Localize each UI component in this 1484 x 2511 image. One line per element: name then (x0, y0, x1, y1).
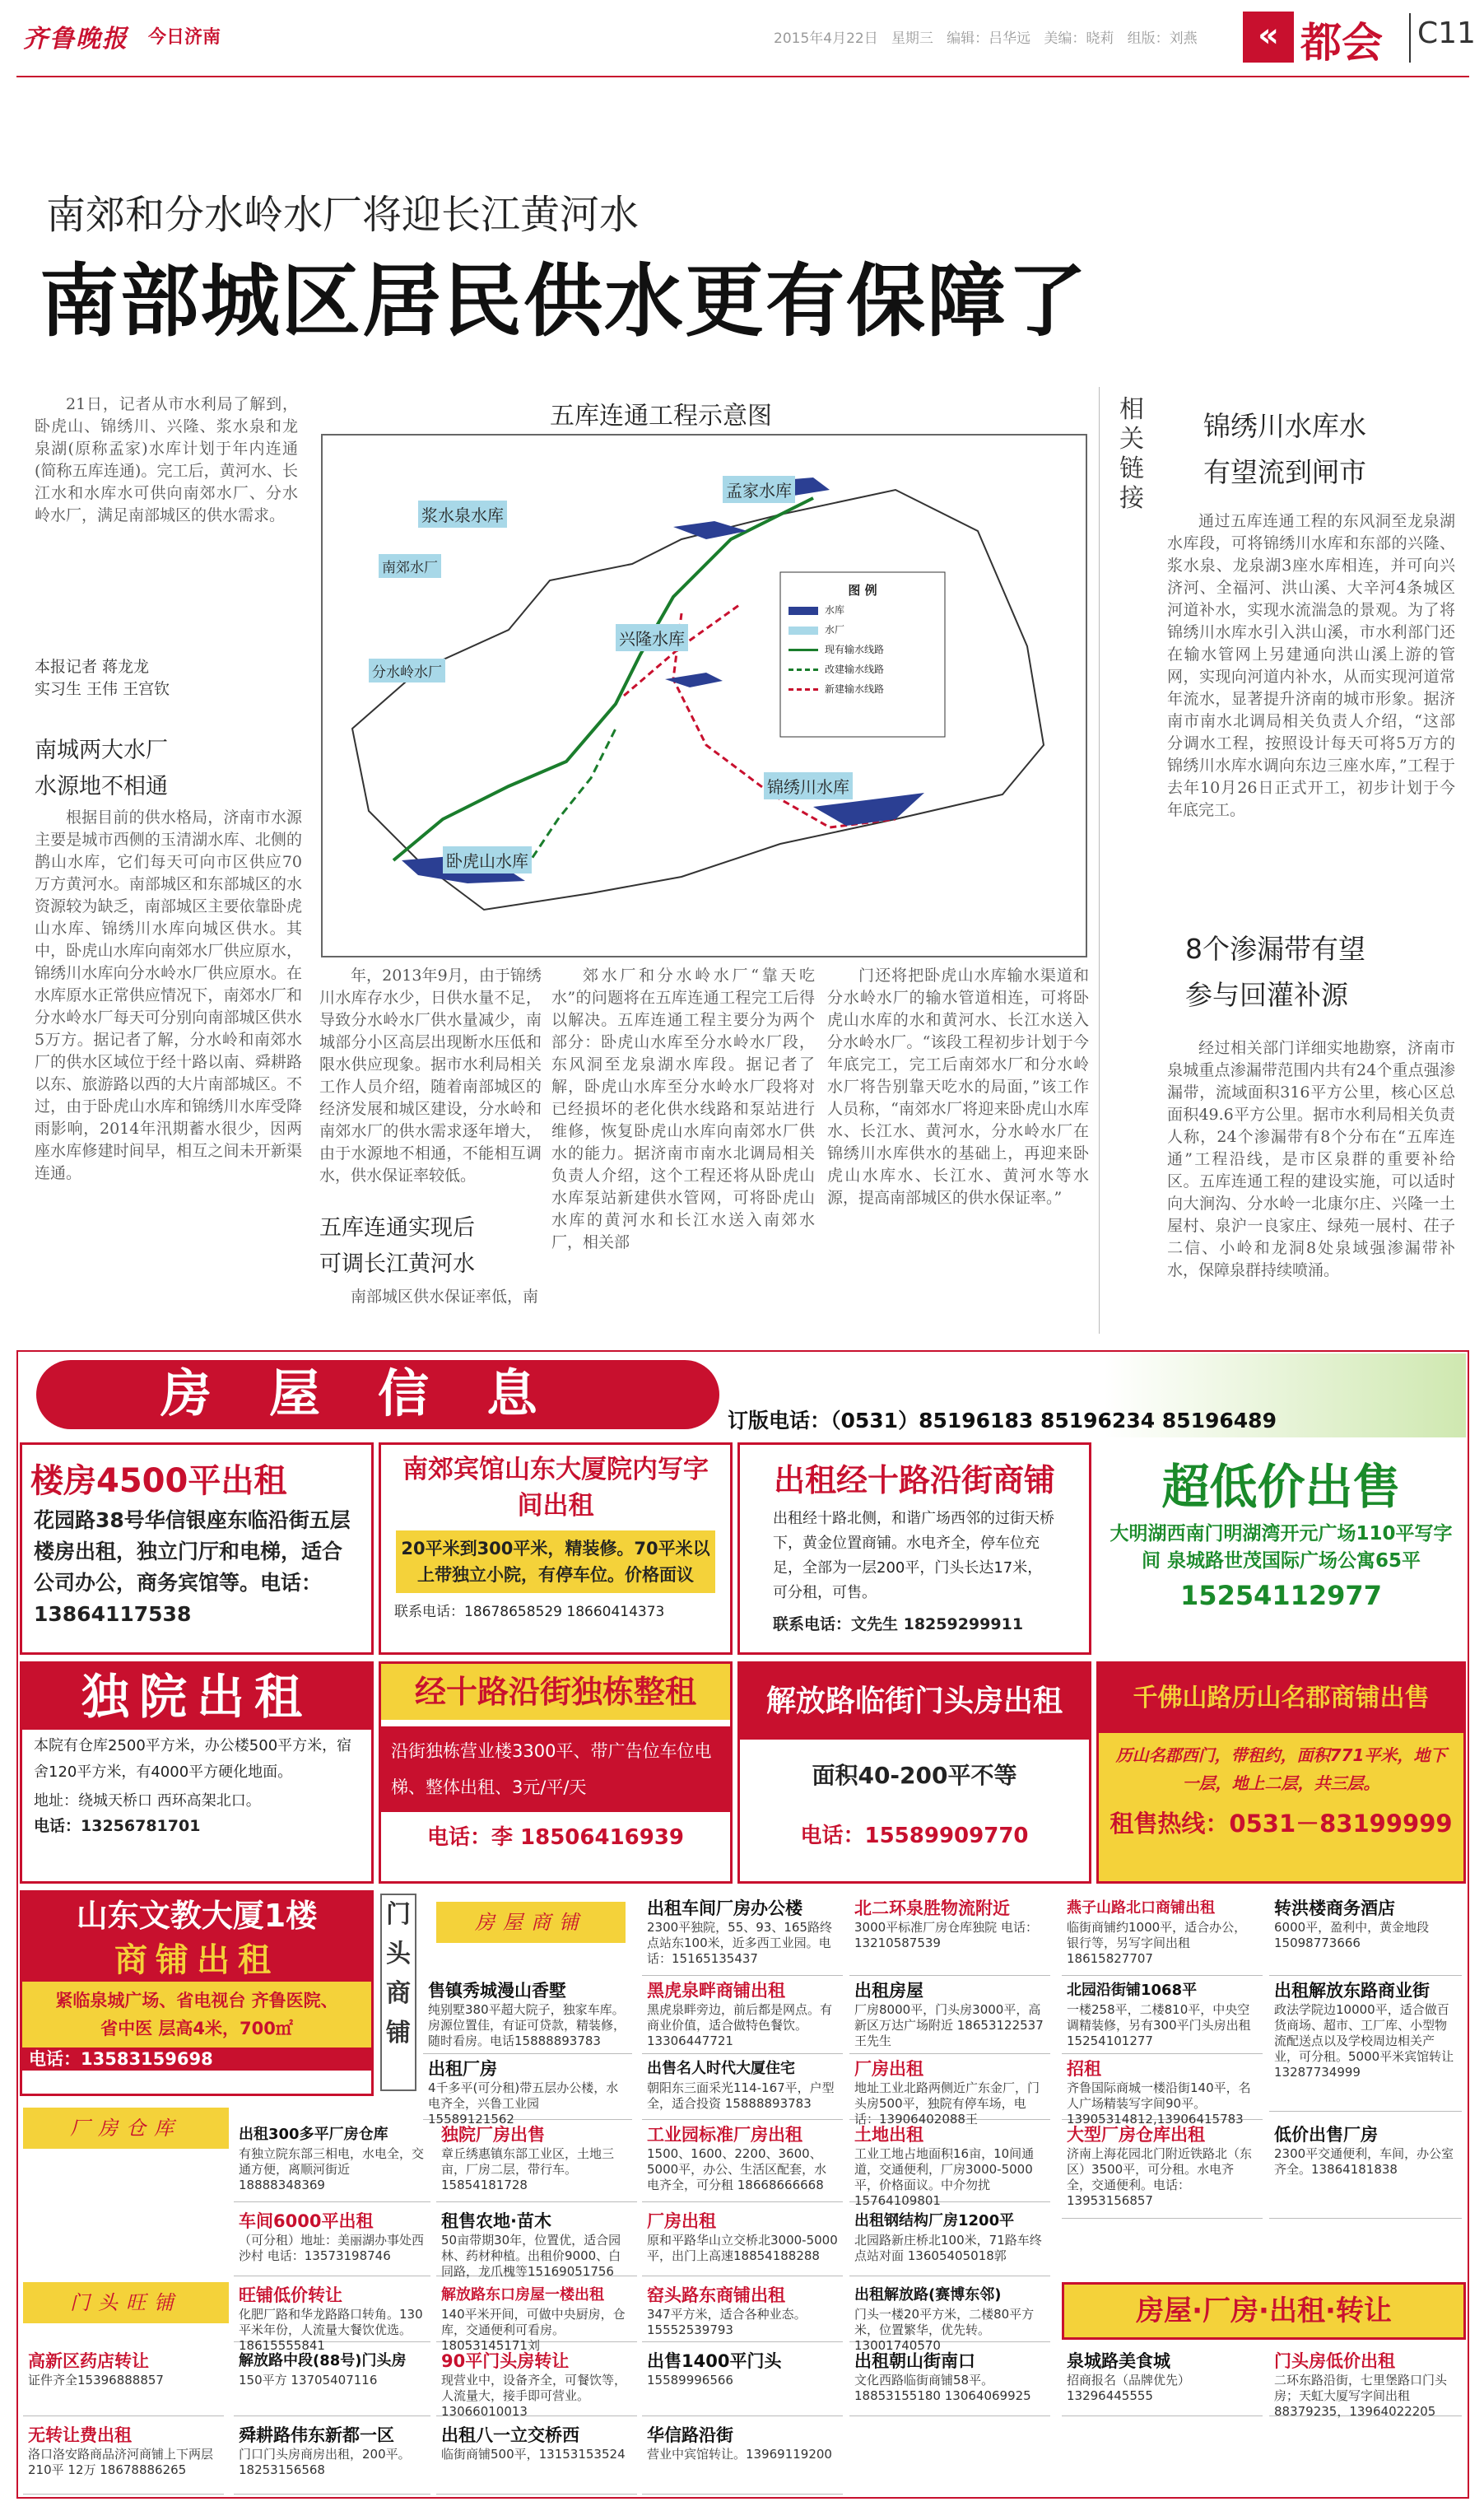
kicker: 南郊和分水岭水厂将迎长江黄河水 (46, 192, 640, 238)
ad-c1-title-2: 商铺出租 (22, 1939, 371, 1982)
classified-ad-title: 厂房出租 (854, 2059, 923, 2079)
factory-note (23, 2154, 229, 2228)
classified-ad-body: 营业中宾馆转让。13969119200 (647, 2447, 832, 2462)
classified-ad-title: 售镇秀城漫山香墅 (428, 1981, 566, 2001)
subhead-2-line1: 五库连通实现后 (319, 1215, 475, 1241)
map-title: 五库连通工程示意图 (550, 402, 772, 431)
classified-ad-title: 工业园标准厂房出租 (647, 2125, 802, 2145)
ad-c1-body: 紧临泉城广场、省电视台 齐鲁医院、省中医 层高4米，700㎡ (22, 1982, 371, 2047)
ad-a4-title: 超低价出售 (1161, 1459, 1401, 1515)
side-subhead-2-line2: 参与回灌补源 (1185, 979, 1348, 1011)
classified-ad (849, 2120, 1050, 2208)
map-label-jinxiuchuan: 锦绣川水库 (764, 772, 853, 799)
storefront-tag: 门头商铺 (380, 1894, 416, 2091)
side-subhead-1-line2: 有望流到闸市 (1203, 456, 1366, 488)
classified-ad-body: 15589996566 (647, 2373, 733, 2388)
ad-b1-phone: 电话：13256781701 (34, 1817, 201, 1835)
classified-ad (1062, 2054, 1263, 2127)
legend-item-new: 新建输水线路 (789, 679, 937, 699)
classified-ad-title: 北二环泉胜物流附近 (854, 1898, 1010, 1918)
classified-ad-title: 出租钢结构厂房1200平 (854, 2212, 1015, 2229)
existing-line-icon (789, 649, 818, 651)
ad-a1 (20, 1442, 374, 1655)
classified-ad-body: 工业工地占地面积16亩，10间通道，交通便利，厂房3000-5000平，价格面议。中介勿扰15764109801 (854, 2146, 1035, 2208)
classified-ad (234, 2120, 430, 2202)
classified-ad-body: 原和平路华山立交桥北3000-5000平，出门上高速18854188288 (647, 2233, 838, 2263)
classified-ad (642, 2280, 843, 2342)
classified-ad-body: 临街商铺500平，13153153524 (441, 2447, 626, 2462)
map-figure (319, 395, 1089, 955)
classified-ad (436, 2120, 637, 2202)
tag-divider (1409, 13, 1411, 63)
ad-a4-phone: 15254112977 (1180, 1580, 1382, 1611)
classified-ad-title: 泉城路美食城 (1067, 2351, 1170, 2371)
section-label-factory: 厂房仓库 (23, 2108, 229, 2149)
legend-item-plant: 水厂 (789, 620, 937, 640)
classified-ad (642, 2346, 843, 2416)
legend-item-existing: 现有输水线路 (789, 640, 937, 659)
classified-ad-title: 出售名人时代大厦住宅 (647, 2060, 795, 2077)
classified-ad (1269, 1976, 1462, 2112)
classified-ad (436, 2346, 637, 2419)
ad-a2-phone: 联系电话：18678658529 18660414373 (394, 1604, 665, 1620)
side-subhead-2 (1185, 926, 1457, 1018)
legend-item-reservoir: 水库 (789, 600, 937, 620)
classified-ad-title: 出租房屋 (854, 1981, 923, 2001)
classified-ad-body: 二环东路沿街，七里堡路口门头房；天虹大厦写字间出租 88379235，13964022205 (1274, 2373, 1448, 2419)
classified-ad-body: （可分租）地址：美丽湖办事处西沙村 电话：13573198746 (239, 2233, 425, 2263)
slogan-banner: 房屋·厂房·出租·转让 (1062, 2282, 1466, 2340)
classified-ad-body: 140平米开间，可做中央厨房，仓库，交通便利可看房。18053145171刘 (441, 2307, 626, 2353)
classified-ad (423, 2054, 632, 2127)
article-col-1: 根据目前的供水格局，济南市水源主要是城市西侧的玉清湖水库、北侧的鹊山水库，它们每天可向市区供应70万方黄河水。南部城区和东部城区的水资源较为缺乏，南部城区主要依靠卧虎山水库、锦绣川水库向城区供水。其中，卧虎山水库向南郊水厂供应原水，锦绣川水库向分水岭水厂供应原水。在水库原水正常供应情况下，南郊水厂和分水岭水厂每天可分别向南部城区供水5万方。据记者了解，分水岭和南郊水厂的供水区域位于经十路以南、舜耕路以东、旅游路以西的大片南部城区。不过，由于卧虎山水库和锦绣川水库受降雨影响，2014年汛期蓄水很少，因两座水库修建时间早，相互之间未开新渠连通。 (35, 808, 302, 1182)
classified-ad (23, 2346, 224, 2416)
classified-ad (849, 2280, 1050, 2353)
classified-ad-title: 旺铺低价转让 (239, 2285, 342, 2305)
section-tag: 都会 (1300, 19, 1383, 67)
classified-ad-title: 低价出售厂房 (1274, 2125, 1378, 2145)
banner-phone: 订版电话：（0531）85196183 85196234 85196489 (728, 1409, 1277, 1433)
ad-b4-title: 千佛山路历山名郡商铺出售 (1099, 1664, 1463, 1733)
side-subhead-2-line1: 8个渗漏带有望 (1185, 933, 1365, 965)
classified-ad (423, 1976, 632, 2054)
ad-a1-body: 花园路38号华信银座东临沿街五层楼房出租，独立门厅和电梯，适合公司办公，商务宾馆等。电话：13864117538 (34, 1508, 351, 1626)
classified-ad (1269, 1894, 1462, 1976)
classified-ad-body: 150平方 13705407116 (239, 2373, 378, 2388)
classified-ad-title: 90平门头房转让 (441, 2351, 570, 2371)
new-line-icon (789, 688, 818, 691)
classified-ad-title: 出租解放路(赛博东邻) (854, 2286, 1002, 2304)
classified-ad-title: 出租车间厂房办公楼 (647, 1898, 802, 1918)
ad-a3-body: 出租经十路北侧，和谐广场西邻的过街天桥下，黄金位置商铺。水电齐全，停车位充足，全部为一层200平，门头长达17米，可分租，可售。 (773, 1510, 1054, 1601)
ad-a3-title: 出租经十路沿街商铺 (773, 1462, 1055, 1498)
ad-b2-phone: 电话：李 18506416939 (426, 1825, 685, 1850)
section-label-shop: 门头旺铺 (23, 2282, 229, 2323)
ad-b4 (1096, 1661, 1466, 1884)
classified-ad-body: 2300平独院，55、93、165路终点站东100米，近多西工业园。电话：15165135437 (647, 1920, 832, 1966)
classified-ad-body: 证件齐全15396888857 (28, 2373, 164, 2388)
article-lead: 21日，记者从市水利局了解到，卧虎山、锦绣川、兴隆、浆水泉和龙泉湖(原称孟家)水库计划于年内连通(简称五库连通)。完工后，黄河水、长江水和水库水可供向南郊水厂、分水岭水厂，满足南部城区的供水需求。 (35, 395, 298, 524)
related-links-label: 相关链接 (1119, 395, 1144, 513)
section-tag-icon: « (1243, 12, 1294, 63)
classified-ad-title: 无转让费出租 (28, 2425, 132, 2445)
classified-ad-body: 化肥厂路和华龙路路口转角。130平米年份，人流量大餐饮优选。18615555841 (239, 2307, 423, 2353)
map-label-nanjiao: 南郊水厂 (379, 554, 441, 578)
article-col-2: 年，2013年9月，由于锦绣川水库存水少，日供水量不足，导致分水岭水厂供水量减少，南城部分小区高层出现断水压低和限水供应现象。据市水利局相关工作人员介绍，随着南部城区的经济发展和城区建设，分水岭和南郊水厂的供水需求逐年增大，由于水源地不相通，不能相互调水，供水保证率较低。 (319, 967, 542, 1185)
classified-ad-body: 6000平，盈利中，黄金地段15098773666 (1274, 1920, 1430, 1950)
classified-ad-body: 现营业中，设备齐全，可餐饮等，人流量大，接手即可营业。13066010013 (441, 2373, 627, 2419)
subhead-1-line1: 南城两大水厂 (35, 738, 168, 763)
article-col-3: 郊水厂和分水岭水厂“靠天吃水”的问题将在五库连通工程完工后得以解决。五库连通工程主要分为两个部分：卧虎山水库至分水岭水厂段，东风洞至龙泉湖水库段。据记者了解，卧虎山水库至分水岭水厂段将对已经损坏的老化供水线路和泵站进行维修，恢复卧虎山水库向南郊水厂供水的能力。据济南市南水北调局相关负责人介绍，这个工程还将从卧虎山水库泵站新建供水管网，可将卧虎山水库的黄河水和长江水送入南郊水厂，相关部 (551, 967, 815, 1251)
classified-ad (642, 1976, 843, 2054)
map-label-jiangshuiquan: 浆水泉水库 (418, 501, 507, 528)
ads-banner (20, 1353, 1466, 1437)
classified-ad-title: 解放路中段(88号)门头房 (239, 2352, 407, 2369)
ad-a1-title: 楼房4500平出租 (30, 1462, 287, 1500)
ad-a2-body: 20平米到300平米，精装修。70平米以上带独立小院，有停车位。价格面议 (396, 1530, 715, 1593)
classified-ad-title: 租售农地·苗木 (441, 2211, 551, 2231)
paper-logo: 齐鲁晚报 (23, 25, 128, 54)
classified-ad (642, 2120, 843, 2202)
classified-ad-title: 北园沿街铺1068平 (1067, 1982, 1198, 1999)
side-subhead-1 (1203, 403, 1467, 496)
classified-ad-body: 黑虎泉畔旁边，前后都是网点。有商业价值，适合做特色餐饮。13306447721 (647, 2002, 833, 2048)
ad-b1-address: 地址：绕城天桥口 西环高架北口。 (34, 1792, 261, 1810)
classified-ad-title: 转洪楼商务酒店 (1274, 1898, 1395, 1918)
reservoir-swatch-icon (789, 607, 818, 615)
classified-ad (642, 2054, 843, 2120)
classified-ad-title: 车间6000平出租 (239, 2211, 374, 2231)
classified-ad-title: 舜耕路伟东新都一区 (239, 2425, 394, 2445)
ad-b3-body: 面积40-200平不等 (812, 1762, 1017, 1789)
map-label-mengjia: 孟家水库 (723, 476, 795, 503)
classified-ad (1062, 1976, 1263, 2054)
classified-ad-body: 4千多平(可分租)带五层办公楼，水电齐全，兴鲁工业园 15589121562 (428, 2080, 619, 2127)
classified-ad (1269, 2346, 1462, 2419)
map-label-wohushan: 卧虎山水库 (443, 846, 532, 873)
classified-ad-body: 临街商铺约1000平，适合办公，银行等，另写字间出租 18615827707 (1067, 1920, 1247, 1966)
classified-ad (234, 2280, 430, 2353)
ad-a3-phone: 联系电话：文先生 18259299911 (773, 1615, 1024, 1633)
subhead-2-line2: 可调长江黄河水 (319, 1251, 475, 1277)
classified-ad (234, 2206, 430, 2276)
classified-ad (642, 2206, 843, 2276)
article-col-4: 门还将把卧虎山水库输水渠道和分水岭水厂的输水管道相连，可将卧虎山水库的水和黄河水、长江水送入分水岭水厂。“该段工程初步计划于今年底完工，完工后南郊水厂和分水岭水厂将告别靠天吃水的局面，”该工作人员称，“南郊水厂将迎来卧虎山水库水、长江水、黄河水，分水岭水厂在锦绣川水库供水的基础上，再迎来卧虎山水库水、长江水、黄河水等水源，提高南部城区的供水保证率。” (827, 967, 1089, 1207)
classified-ad-body: 纯别墅380平超大院子，独家车库。房源位置佳，有证可贷款，精装修，随时看房。电话15888893783 (428, 2002, 626, 2048)
classified-ad-body: 2300平交通便利，车间，办公室齐全。13864181838 (1274, 2146, 1454, 2177)
classified-ad (436, 2206, 637, 2279)
classified-ad-body: 347平方米，适合各种业态。15552539793 (647, 2307, 807, 2337)
map-label-xinglong: 兴隆水库 (616, 624, 688, 651)
ad-b2-body: 沿街独栋营业楼3300平、带广告位车位电梯、整体出租、3元/平/天 (381, 1726, 730, 1812)
legend (789, 580, 937, 699)
classified-ad-body: 厂房8000平，门头房3000平，高新区万达广场附近 18653122537王先生 (854, 2002, 1044, 2048)
classified-ad-body: 3000平标准厂房仓库独院 电话：13210587539 (854, 1920, 1038, 1950)
classified-ad-title: 出租300多平厂房仓库 (239, 2126, 388, 2143)
classified-ad (642, 2420, 843, 2495)
classified-ad-title: 出租朝山街南口 (854, 2351, 975, 2371)
classified-ad-body: 洛口洛安路商品济河商铺上下两层 210平 12万 18678886265 (28, 2447, 214, 2477)
legend-title: 图 例 (848, 583, 877, 598)
classified-ad-body: 北园路新庄桥北100米，71路车终点站对面 13605405018郭 (854, 2233, 1042, 2263)
plant-swatch-icon (789, 627, 818, 635)
classified-ad (849, 1894, 1050, 1976)
classified-ad-title: 出租解放东路商业街 (1274, 1981, 1430, 2001)
ad-b4-body: 历山名郡西门，带租约，面积771平米，地下一层，地上二层，共三层。 (1115, 1745, 1447, 1793)
classified-ad-title: 招租 (1067, 2059, 1101, 2079)
ad-b2-title: 经十路沿街独栋整租 (381, 1664, 730, 1720)
classified-ad-body: 朝阳东三面采光114-167平，户型全，适合投资 15888893783 (647, 2080, 835, 2111)
byline-intern: 实习生 王伟 王宫钦 (35, 680, 170, 698)
classified-ad-title: 大型厂房仓库出租 (1067, 2125, 1205, 2145)
article-col-2b: 南部城区供水保证率低，南 (351, 1288, 539, 1306)
classified-ad-title: 燕子山路北口商铺出租 (1067, 1899, 1215, 1917)
classified-ad (849, 2206, 1050, 2276)
classified-ad-title: 独院厂房出售 (441, 2125, 545, 2145)
classified-ad-body: 地址工业北路两侧近广东金厂，门头房500平，独院有停车场，电话：13906402088王 (854, 2080, 1040, 2127)
classified-ad-body: 1500、1600、2200、3600、5000平，办公、生活区配套，水电齐全，可分租 18668666668 (647, 2146, 827, 2192)
classified-ad (234, 2420, 430, 2495)
classified-ad (23, 2420, 224, 2495)
classified-ad-title: 出租八一立交桥西 (441, 2425, 579, 2445)
classified-ad (1062, 2120, 1263, 2219)
classified-ad-title: 黑虎泉畔商铺出租 (647, 1981, 785, 2001)
subhead-2 (319, 1210, 542, 1283)
side-subhead-1-line1: 锦绣川水库水 (1203, 410, 1366, 442)
byline-reporter: 本报记者 蒋龙龙 (35, 658, 150, 676)
classified-ad-title: 厂房出租 (647, 2211, 716, 2231)
ad-a4-body: 大明湖西南门明湖湾开元广场110平写字间 泉城路世茂国际广场公寓65平 (1110, 1523, 1453, 1572)
classified-ad (1062, 1894, 1263, 1976)
masthead-meta: 2015年4月22日 星期三 编辑：吕华远 美编：晓莉 组版：刘燕 (774, 30, 1198, 47)
map-label-fenshuiling: 分水岭水厂 (369, 659, 445, 682)
classified-ad-body: 招商报名（品牌优先） 13296445555 (1067, 2373, 1191, 2403)
classified-ad-title: 华信路沿街 (647, 2425, 733, 2445)
ad-b3-phone: 电话：15589909770 (800, 1824, 1029, 1848)
classified-ad-title: 出租厂房 (428, 2059, 497, 2079)
classified-ad-body: 门口门头房商房出租，200平。18253156568 (239, 2447, 411, 2477)
sidebar-divider (1099, 387, 1100, 1334)
classified-ad-title: 解放路东口房屋一楼出租 (441, 2286, 604, 2304)
section-label-house: 房屋商铺 (436, 1902, 626, 1943)
classified-ad (1269, 2120, 1462, 2219)
side-col-1: 通过五库连通工程的东风洞至龙泉湖水库段，可将锦绣川水库和东部的兴隆、浆水泉、龙泉湖3座水库相连，并可向兴济河、全福河、洪山溪、大辛河4条城区河道补水，实现水流湍急的景观。为了将锦绣川水库水引入洪山溪，市水利部门还在输水管网上另建通向洪山溪上游的管网，实现向河道内补水，从而实现河道常年流水，显著提升济南的城市形象。据济南市南水北调局相关负责人介绍，“这部分调水工程，按照设计每天可将5万方的锦绣川水库水调向东边三座水库，”工程于去年10月26日正式开工，初步计划于今年底完工。 (1167, 512, 1455, 819)
ad-a3 (737, 1442, 1091, 1655)
classified-ad-body: 政法学院边10000平，适合做百货商场、超市、工厂库、小型物流配送点以及学校周边相关产业，可分租。5000平米宾馆转让 13287734999 (1274, 2002, 1454, 2080)
classified-ad (849, 2346, 1050, 2416)
ad-b4-phone: 租售热线：0531－83199999 (1110, 1810, 1453, 1838)
classified-ad-body: 文化西路临街商铺58平。 18853155180 13064069925 (854, 2373, 1031, 2403)
ad-a4 (1096, 1442, 1466, 1655)
ad-c1-phone: 电话：13583159698 (22, 2047, 371, 2071)
section-name: 今日济南 (148, 27, 221, 48)
legend-item-rebuilt: 改建输水线路 (789, 659, 937, 679)
ad-b1-title: 独院出租 (22, 1664, 371, 1730)
classified-ad-title: 高新区药店转让 (28, 2351, 149, 2371)
classified-ad (849, 1976, 1050, 2054)
ad-a2 (379, 1442, 733, 1655)
ad-a2-title: 南郊宾馆山东大厦院内写字间出租 (402, 1455, 709, 1521)
classified-ad-body: 济南上海花园北门附近铁路北（东区）3500平，可分租。水电齐全，交通便利。电话：13953156857 (1067, 2146, 1253, 2208)
ad-b3 (737, 1661, 1091, 1884)
classified-ad-title: 门头房低价出租 (1274, 2351, 1395, 2371)
ad-b1-body: 本院有仓库2500平方米，办公楼500平方米，宿舍120平方米，有4000平方硬化地面。 (34, 1737, 352, 1781)
ad-b3-title: 解放路临街门头房出租 (740, 1664, 1089, 1740)
ad-c1-title-1: 山东文教大厦1楼 (22, 1893, 371, 1939)
classified-ad-body: 一楼258平，二楼810平，中央空调精装修，另有300平门头房出租 15254101277 (1067, 2002, 1251, 2048)
classified-ad (234, 2346, 430, 2416)
banner-title: 房屋信息 (36, 1360, 719, 1429)
rebuilt-line-icon (789, 669, 818, 671)
ad-c1 (20, 1890, 374, 2096)
classified-ad (642, 1894, 843, 1976)
ad-b2 (379, 1661, 733, 1884)
classified-ad-body: 50亩带期30年，位置优，适合园林、药材种植。出租价9000、白同路，龙爪槐等15169051756 (441, 2233, 621, 2279)
masthead-rule (16, 76, 1469, 77)
masthead (0, 0, 1484, 78)
classified-ad-body: 门头一楼20平方米，二楼80平方米，位置繁华，优先转。13001740570 (854, 2307, 1035, 2353)
classified-ad-title: 出售1400平门头 (647, 2351, 782, 2371)
classified-ad-title: 土地出租 (854, 2125, 923, 2145)
classified-ad-body: 章丘绣惠镇东部工业区，土地三亩，厂房二层，带行车。15854181728 (441, 2146, 615, 2192)
side-col-2: 经过相关部门详细实地勘察，济南市泉城重点渗漏带范围内共有24个重点强渗漏带，流域面积316平方公里，核心区总面积49.6平方公里。据市水利局相关负责人称，24个渗漏带有8个分布在“五库连通”工程沿线，是市区泉群的重要补给区。五库连通工程的建设实施，可以适时向大涧沟、分水岭一北康尔庄、兴隆一土屋村、泉沪一良家庄、绿苑一展村、茌子二信、小岭和龙洞8处泉域强渗漏带补水，保障泉群持续喷涌。 (1167, 1039, 1455, 1279)
classified-ad (1062, 2346, 1263, 2416)
classified-ad-body: 有独立院东部三相电，水电全，交通方便，离顺河街近 18888348369 (239, 2146, 425, 2192)
classified-ad-title: 窑头路东商铺出租 (647, 2285, 785, 2305)
classified-ad (436, 2280, 637, 2353)
headline: 南部城区居民供水更有保障了 (40, 255, 1088, 347)
ad-b1 (20, 1661, 374, 1884)
subhead-1 (35, 733, 298, 805)
classified-ad-body: 齐鲁国际商城一楼沿街140平，名人广场精装写字间90平。13905314812,13906415783 (1067, 2080, 1251, 2127)
page-number: C11 (1417, 16, 1476, 50)
subhead-1-line2: 水源地不相通 (35, 774, 168, 799)
classified-ad (849, 2054, 1050, 2127)
classified-ad (436, 2420, 637, 2495)
